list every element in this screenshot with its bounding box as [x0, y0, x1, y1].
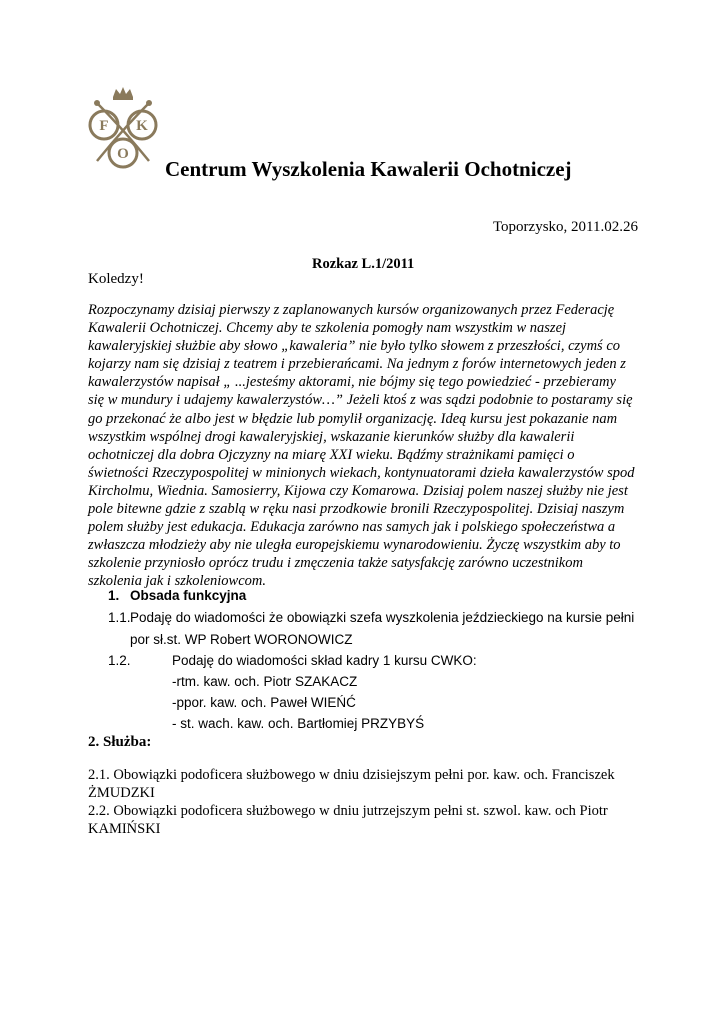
organization-title: Centrum Wyszkolenia Kawalerii Ochotniczej	[165, 157, 572, 181]
intro-line: kawaleryjskiej służbie aby słowo „kawaleria” nie było tylko słowem z przeszłości, czymś co	[88, 338, 621, 355]
intro-line: świetności Rzeczypospolitej w minionych wiekach, kontynuatorami dzieła kawalerzystów spod	[88, 464, 635, 481]
item-1-1-line: por sł.st. WP Robert WORONOWICZ	[130, 632, 353, 647]
place-and-date: Toporzysko, 2011.02.26	[492, 219, 638, 235]
section-2-title: 2. Służba:	[88, 734, 152, 750]
intro-line: zwłaszcza młodzieży aby nie uległa europejskiemu wynarodowieniu. Życzę wszystkim aby to	[88, 537, 621, 554]
staff-member: -ppor. kaw. och. Paweł WIEŃĆ	[172, 695, 356, 710]
intro-line: kojarzy nam się dzisiaj z teatrem i przebierańcami. Na jednym z forów internetowych jeden z	[88, 356, 626, 373]
duty-line: 2.1. Obowiązki podoficera służbowego w dniu dzisiejszym pełni por. kaw. och. Franciszek	[88, 767, 615, 783]
staff-member: - st. wach. kaw. och. Bartłomiej PRZYBYŚ	[172, 716, 425, 731]
intro-paragraph	[88, 301, 648, 591]
intro-line: Kawalerii Ochotniczej. Chcemy aby te szkolenia pomogły nam wszystkim w naszej	[88, 320, 567, 337]
intro-line: ochotniczej dla dobra Ojczyzny na miarę XXI wieku. Bądźmy strażnikami pamięci o	[88, 446, 575, 463]
intro-line: polem służby jest edukacja. Edukacja zarówno nas samych jak i polskiego społeczeństwa a	[88, 519, 616, 536]
intro-line: szkolenia jak i szkoleniowcom.	[88, 573, 267, 590]
intro-line: pole bitewne gdzie z szablą w ręku nasi przodkowie bronili Rzeczypospolitej. Dzisiaj naszym	[88, 501, 625, 518]
duty-line: ŻMUDZKI	[88, 785, 155, 801]
svg-text:F: F	[99, 118, 109, 134]
section-2-duty	[88, 766, 615, 838]
greeting: Koledzy!	[88, 271, 144, 287]
intro-line: szkolenie przyniosło oprócz trudu i zmęczenia także satysfakcję zarówno uczestnikom	[88, 555, 583, 572]
order-number: Rozkaz L.1/2011	[312, 256, 415, 272]
item-1-2-number: 1.2.	[108, 653, 131, 668]
section-1-number: 1.	[108, 588, 120, 603]
item-1-1-line: Podaję do wiadomości że obowiązki szefa wyszkolenia jeździeckiego na kursie pełni	[130, 610, 635, 625]
intro-line: kawalerzystów napisał „ ...jesteśmy aktorami, nie bójmy się tego powiedzieć - przebieramy	[88, 374, 616, 391]
intro-line: go przekonać że albo jest w błędzie lub pomylił organizację. Ideą kursu jest pokazanie nam	[88, 410, 618, 427]
cwko-logo	[83, 83, 163, 171]
staff-member: -rtm. kaw. och. Piotr SZAKACZ	[172, 674, 358, 689]
section-1-title: Obsada funkcyjna	[130, 588, 247, 603]
svg-text:K: K	[136, 118, 148, 134]
item-1-2-text: Podaję do wiadomości skład kadry 1 kursu CWKO:	[172, 653, 477, 668]
duty-line: KAMIŃSKI	[88, 821, 161, 837]
intro-line: Rozpoczynamy dzisiaj pierwszy z zaplanowanych kursów organizowanych przez Federację	[88, 302, 615, 318]
item-1-1-number: 1.1.	[108, 610, 131, 625]
duty-line: 2.2. Obowiązki podoficera służbowego w dniu jutrzejszym pełni st. szwol. kaw. och Piotr	[88, 803, 608, 819]
svg-text:O: O	[117, 146, 129, 162]
intro-line: się w mundury i udajemy kawalerzystów…” Jeżeli ktoś z was sądzi podobnie to postaramy się	[88, 392, 633, 409]
intro-line: Kircholmu, Wiednia. Samosierry, Kijowa czy Komarowa. Dzisiaj polem naszej służby nie jest	[88, 482, 628, 499]
intro-line: wszystkim wspólnej drogi kawaleryjskiej, wskazanie kierunków służby dla kawalerii	[88, 428, 575, 445]
